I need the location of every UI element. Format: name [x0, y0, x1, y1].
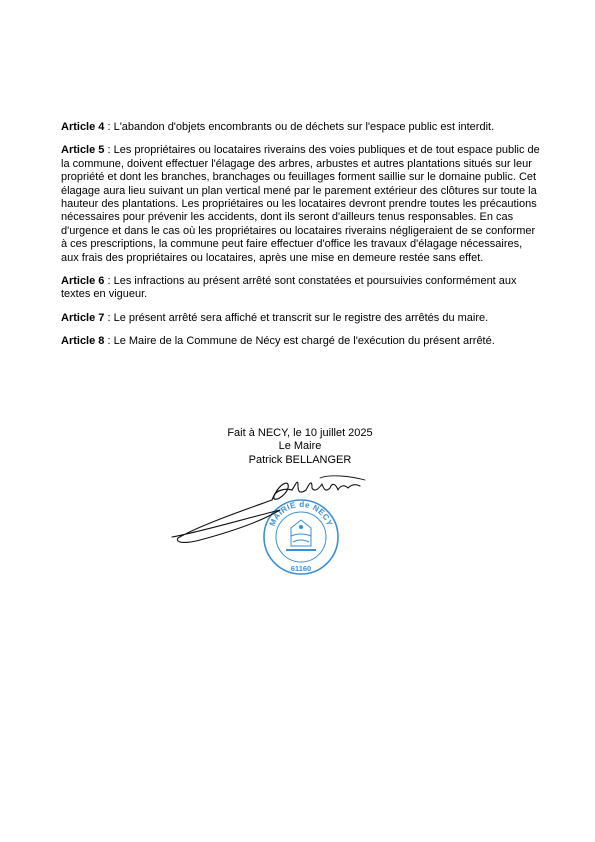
stamp-text: MAIRIE de NECY: [267, 499, 335, 528]
article-4: [61, 121, 541, 134]
article-separator: :: [104, 311, 114, 324]
articles-section: [61, 121, 541, 359]
signature-name: Patrick BELLANGER: [248, 453, 352, 466]
handwritten-signature: [172, 476, 365, 543]
signature-role: Le Maire: [278, 440, 322, 453]
article-text: Les infractions au présent arrêté sont constatées et poursuivies conformément aux textes en vigueur.: [61, 275, 517, 301]
article-label: Article 8: [61, 335, 105, 348]
stamp-emblem-icon: [286, 520, 316, 551]
article-separator: :: [104, 335, 114, 348]
article-text: L'abandon d'objets encombrants ou de déchets sur l'espace public est interdit.: [113, 121, 495, 133]
article-label: Article 7: [61, 311, 105, 324]
signature-place-date: Fait à NECY, le 10 juillet 2025: [227, 427, 373, 439]
svg-text:MAIRIE de NECY: [268, 500, 335, 528]
article-text: Le Maire de la Commune de Nécy est chargé de l'exécution du présent arrêté.: [113, 335, 495, 348]
article-5: [61, 144, 541, 265]
article-6: [61, 275, 541, 302]
article-label: Article 4: [61, 121, 105, 133]
signature-and-stamp: [160, 470, 400, 580]
article-7: [61, 312, 541, 325]
article-separator: :: [104, 121, 114, 133]
article-separator: :: [104, 275, 114, 288]
article-separator: :: [104, 144, 114, 157]
article-label: Article 5: [61, 144, 105, 157]
article-text: Le présent arrêté sera affiché et transcrit sur le registre des arrêtés du maire.: [113, 311, 489, 324]
signature-stamp-graphic: [160, 470, 400, 580]
article-8: [61, 335, 541, 348]
stamp-postal-code: 61160: [290, 564, 312, 573]
article-label: Article 6: [61, 275, 105, 288]
signature-block: [180, 427, 420, 467]
article-text: Les propriétaires ou locataires riverains des voies publiques et de tout espace public de la commune, doivent effectuer l'élagage des arbres, arbustes et autres plantations situés sur leur propriété et dont les branches, branchages ou feuillages forment saillie sur le domaine public. Cet élagage aura lieu suivant un plan vertical mené par le parement extérieur des clôtures sur toute la hauteur des plantations. Les propriétaires ou les locataires devront prendre toutes les précautions nécessaires pour prévenir les accidents, dont ils seront d'ailleurs tenus responsables. En cas d'urgence et dans le cas où les propriétaires ou locataires riverains négligeraient de se conformer à ces prescriptions, la commune peut faire effectuer d'office les travaux d'élagage nécessaires, aux frais des propriétaires ou locataires, après une mise en demeure restée sans effet.: [61, 144, 540, 264]
